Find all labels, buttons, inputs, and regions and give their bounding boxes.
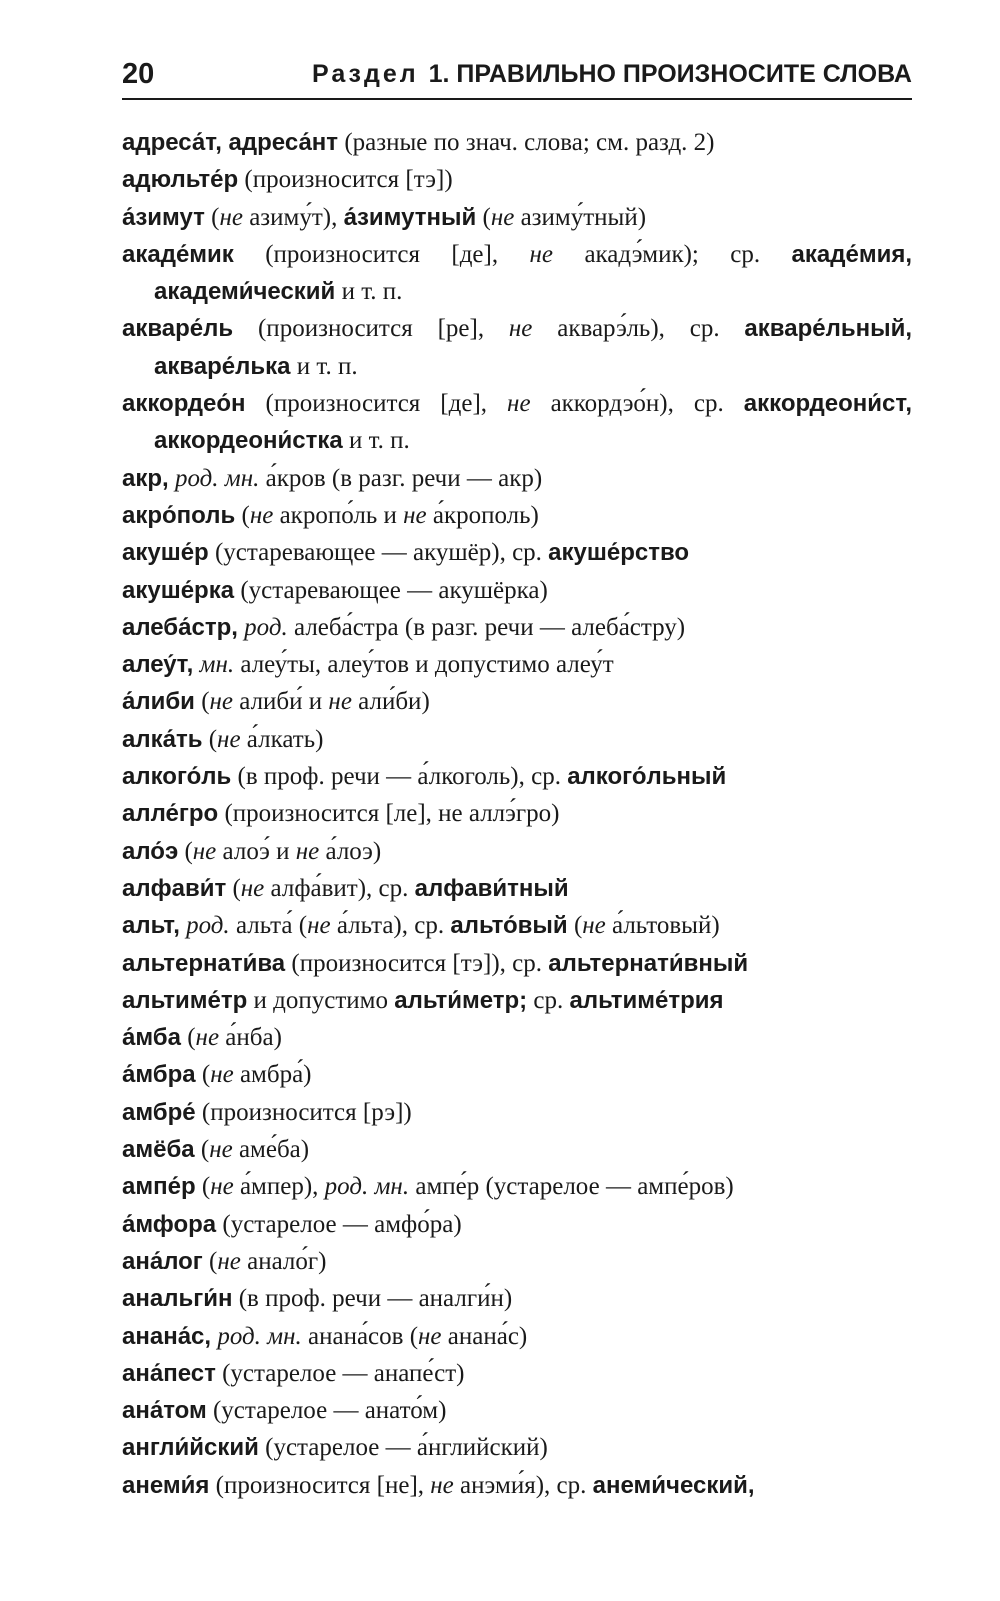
entry-text: (произносится [тэ]) [238, 166, 453, 194]
entry-text: (устарелое — анапе́ст) [215, 1359, 465, 1387]
headword: алкого́ль [122, 763, 232, 791]
dictionary-entry [122, 1467, 912, 1504]
headword: а́зимутный [343, 203, 477, 231]
dictionary-entry [122, 1094, 912, 1131]
entry-text: ( [202, 725, 218, 753]
usage-label: не [240, 874, 265, 902]
dictionary-entry [122, 833, 912, 870]
page-header [122, 56, 912, 100]
dictionary-entry [122, 1392, 912, 1429]
headword: альт, [122, 912, 180, 940]
entry-text: амбра́) [233, 1061, 312, 1089]
headword: алле́гро [122, 800, 219, 828]
entry-text: анана́с) [441, 1322, 528, 1350]
entry-text: а́мпер), [233, 1173, 325, 1201]
usage-label: род. [186, 912, 230, 940]
headword: амбре́ [122, 1098, 196, 1126]
dictionary-entry [122, 646, 912, 683]
entry-text: а́льтовый) [605, 912, 720, 940]
usage-label: не [582, 912, 606, 940]
dictionary-entry [122, 758, 912, 795]
entry-text: и т. п. [290, 352, 358, 380]
entry-text: (в проф. речи — а́лкоголь), ср. [231, 763, 568, 791]
headword: алеу́т, [122, 651, 194, 679]
headword: альтиме́тр [122, 986, 248, 1014]
dictionary-entry [122, 870, 912, 907]
usage-label: не [249, 501, 274, 529]
usage-label: не [195, 1024, 220, 1052]
entry-text: аккордэо́н), ср. [530, 390, 744, 418]
dictionary-entry [122, 721, 912, 758]
usage-label: род. мн. [217, 1322, 302, 1350]
entry-text: (произносится [тэ]), ср. [285, 949, 549, 977]
page-number: 20 [122, 58, 155, 90]
headword: акр, [122, 464, 169, 492]
entry-text: анана́сов ( [301, 1322, 419, 1350]
entry-text: (произносится [де], [245, 390, 508, 418]
usage-label: не [418, 1322, 442, 1350]
headword: акуше́р [122, 539, 209, 567]
entry-text: ( [235, 501, 250, 529]
entry-text: ср. [527, 986, 570, 1014]
headword: ана́пест [122, 1359, 216, 1387]
usage-label: не [508, 315, 533, 343]
entry-text: (произносится [де], [233, 240, 530, 268]
entry-text: (устаревающее — акушёрка) [234, 576, 548, 604]
dictionary-entry [122, 161, 912, 198]
entry-text: альта́ ( [229, 912, 308, 940]
entry-text: ампе́р (устарелое — ампе́ров) [409, 1173, 734, 1201]
entry-text: а́лкать) [240, 725, 324, 753]
headword: акаде́мия, академи́ческий [154, 240, 913, 306]
headword: акваре́ль [122, 315, 234, 343]
usage-label: не [403, 501, 427, 529]
usage-label: не [328, 688, 352, 716]
entry-text: анало́г) [240, 1247, 327, 1275]
headword: анеми́я [122, 1471, 210, 1499]
usage-label: мн. [199, 651, 235, 679]
entry-text: и т. п. [335, 278, 403, 306]
dictionary-entry [122, 1056, 912, 1093]
headword: альтернати́ва [122, 949, 286, 977]
dictionary-entry [122, 534, 912, 571]
headword: альтернати́вный [548, 949, 749, 977]
entry-text: (разные по знач. слова; см. разд. 2) [338, 129, 715, 156]
entry-text: (произносится [ле], не аллэ́гро) [218, 800, 560, 828]
dictionary-entry [122, 982, 912, 1019]
usage-label: не [217, 725, 241, 753]
headword: альтиме́трия [569, 986, 724, 1014]
dictionary-entry [122, 1429, 912, 1466]
entry-text: ( [195, 1173, 211, 1201]
headword: а́мфора [122, 1210, 217, 1238]
dictionary-entry [122, 907, 912, 944]
dictionary-entry [122, 683, 912, 720]
headword: адреса́т, адреса́нт [122, 129, 339, 156]
entry-text: ( [194, 688, 210, 716]
entry-text: (устарелое — анато́м) [206, 1397, 447, 1425]
dictionary-entry [122, 1280, 912, 1317]
entry-text: (произносится [не], [209, 1471, 431, 1499]
entry-text: алеба́стра (в разг. речи — алеба́стру) [287, 613, 686, 641]
dictionary-entry [122, 460, 912, 497]
usage-label: не [507, 390, 531, 418]
entry-text: (устаревающее — акушёр), ср. [208, 539, 549, 567]
headword: акуше́рство [548, 539, 690, 567]
headword: алка́ть [122, 725, 203, 753]
dictionary-entry [122, 795, 912, 832]
entry-text: алоэ́ и [216, 837, 296, 865]
entry-text: аме́ба) [232, 1136, 310, 1164]
headword: алфави́тный [414, 874, 569, 902]
entry-text: ( [476, 203, 491, 231]
entry-text: ( [180, 1024, 196, 1052]
usage-label: не [307, 912, 331, 940]
entry-text: ( [195, 1061, 211, 1089]
headword: а́мба [122, 1024, 181, 1052]
headword: аккордеони́ст, аккордеони́стка [154, 390, 912, 455]
headword: англи́йский [122, 1434, 259, 1462]
entry-text: и допустимо [247, 986, 395, 1014]
entry-text: а́нба) [219, 1024, 282, 1052]
entry-text: (в проф. речи — аналги́н) [232, 1285, 513, 1313]
dictionary-entry [122, 609, 912, 646]
usage-label: не [430, 1471, 454, 1499]
entry-text: ( [226, 874, 241, 902]
usage-label: не [295, 837, 320, 865]
headword: ампе́р [122, 1173, 196, 1201]
headword: ало́э [122, 837, 179, 865]
running-head [312, 60, 912, 89]
entry-text: ( [204, 203, 220, 231]
headword: алеба́стр, [122, 613, 238, 641]
dictionary-entries [122, 124, 912, 1504]
entry-text: а́крополь) [426, 501, 539, 529]
headword: а́мбра [122, 1061, 196, 1089]
headword: акуше́рка [122, 576, 235, 604]
headword: аккордео́н [122, 390, 246, 418]
entry-text: и т. п. [342, 427, 410, 455]
dictionary-entry [122, 1019, 912, 1056]
entry-text: а́кров (в разг. речи — акр) [259, 464, 543, 492]
dictionary-entry [122, 572, 912, 609]
dictionary-entry [122, 385, 912, 460]
usage-label: не [217, 1247, 241, 1275]
entry-text: (устарелое — а́нглийский) [258, 1434, 548, 1462]
usage-label: не [490, 203, 515, 231]
usage-label: род. [244, 613, 288, 641]
headword: акро́поль [122, 501, 236, 529]
usage-label: не [209, 1136, 233, 1164]
entry-text: ( [194, 1136, 210, 1164]
dictionary-entry [122, 1318, 912, 1355]
dictionary-entry [122, 236, 912, 311]
entry-text: ( [202, 1247, 218, 1275]
headword: альто́вый [450, 912, 568, 940]
headword: анана́с, [122, 1322, 212, 1350]
entry-text: (устарелое — амфо́ра) [216, 1210, 462, 1238]
entry-text: азиму́тный) [514, 203, 647, 231]
entry-text: а́льта), ср. [330, 912, 451, 940]
entry-text: ( [567, 912, 583, 940]
dictionary-entry [122, 1206, 912, 1243]
headword: анеми́ческий, [592, 1471, 755, 1499]
headword: а́либи [122, 688, 195, 716]
headword: акаде́мик [122, 240, 234, 268]
entry-text: акропо́ль и [273, 501, 404, 529]
entry-text: (произносится [рэ]) [195, 1098, 412, 1126]
usage-label: не [529, 240, 554, 268]
usage-label: род. мн. [174, 464, 260, 492]
entry-text: анэми́я), ср. [453, 1471, 593, 1499]
headword: альти́метр; [394, 986, 528, 1014]
dictionary-entry [122, 310, 912, 385]
usage-label: род. мн. [324, 1173, 410, 1201]
headword: адюльте́р [122, 166, 239, 194]
entry-text: акадэ́мик); ср. [553, 240, 792, 268]
usage-label: не [209, 688, 234, 716]
dictionary-entry [122, 1243, 912, 1280]
dictionary-entry [122, 497, 912, 534]
entry-text: алиби́ и [233, 688, 329, 716]
section-title: 1. ПРАВИЛЬНО ПРОИЗНОСИТЕ СЛОВА [428, 60, 912, 88]
dictionary-entry [122, 1131, 912, 1168]
entry-text: (произносится [ре], [233, 315, 509, 343]
usage-label: не [192, 837, 217, 865]
headword: алкого́льный [567, 763, 727, 791]
headword: акваре́льный, акваре́лька [154, 315, 912, 380]
headword: ана́том [122, 1397, 207, 1425]
headword: амёба [122, 1136, 195, 1164]
usage-label: не [210, 1173, 234, 1201]
section-label: Раздел [311, 60, 419, 88]
usage-label: не [210, 1061, 234, 1089]
entry-text: алеу́ты, алеу́тов и допустимо алеу́т [234, 651, 614, 679]
entry-text: алфа́вит), ср. [264, 874, 415, 902]
headword: алфави́т [122, 874, 227, 902]
dictionary-entry [122, 1355, 912, 1392]
dictionary-entry [122, 1168, 912, 1205]
entry-text: али́би) [351, 688, 430, 716]
entry-text: а́лоэ) [319, 837, 382, 865]
entry-text: ( [178, 837, 193, 865]
dictionary-entry [122, 124, 912, 161]
usage-label: не [219, 203, 243, 231]
headword: ана́лог [122, 1247, 203, 1275]
headword: а́зимут [122, 203, 205, 231]
headword: анальги́н [122, 1285, 233, 1313]
entry-text: акварэ́ль), ср. [532, 315, 745, 343]
entry-text: азиму́т), [242, 203, 344, 231]
dictionary-entry [122, 199, 912, 236]
dictionary-entry [122, 945, 912, 982]
